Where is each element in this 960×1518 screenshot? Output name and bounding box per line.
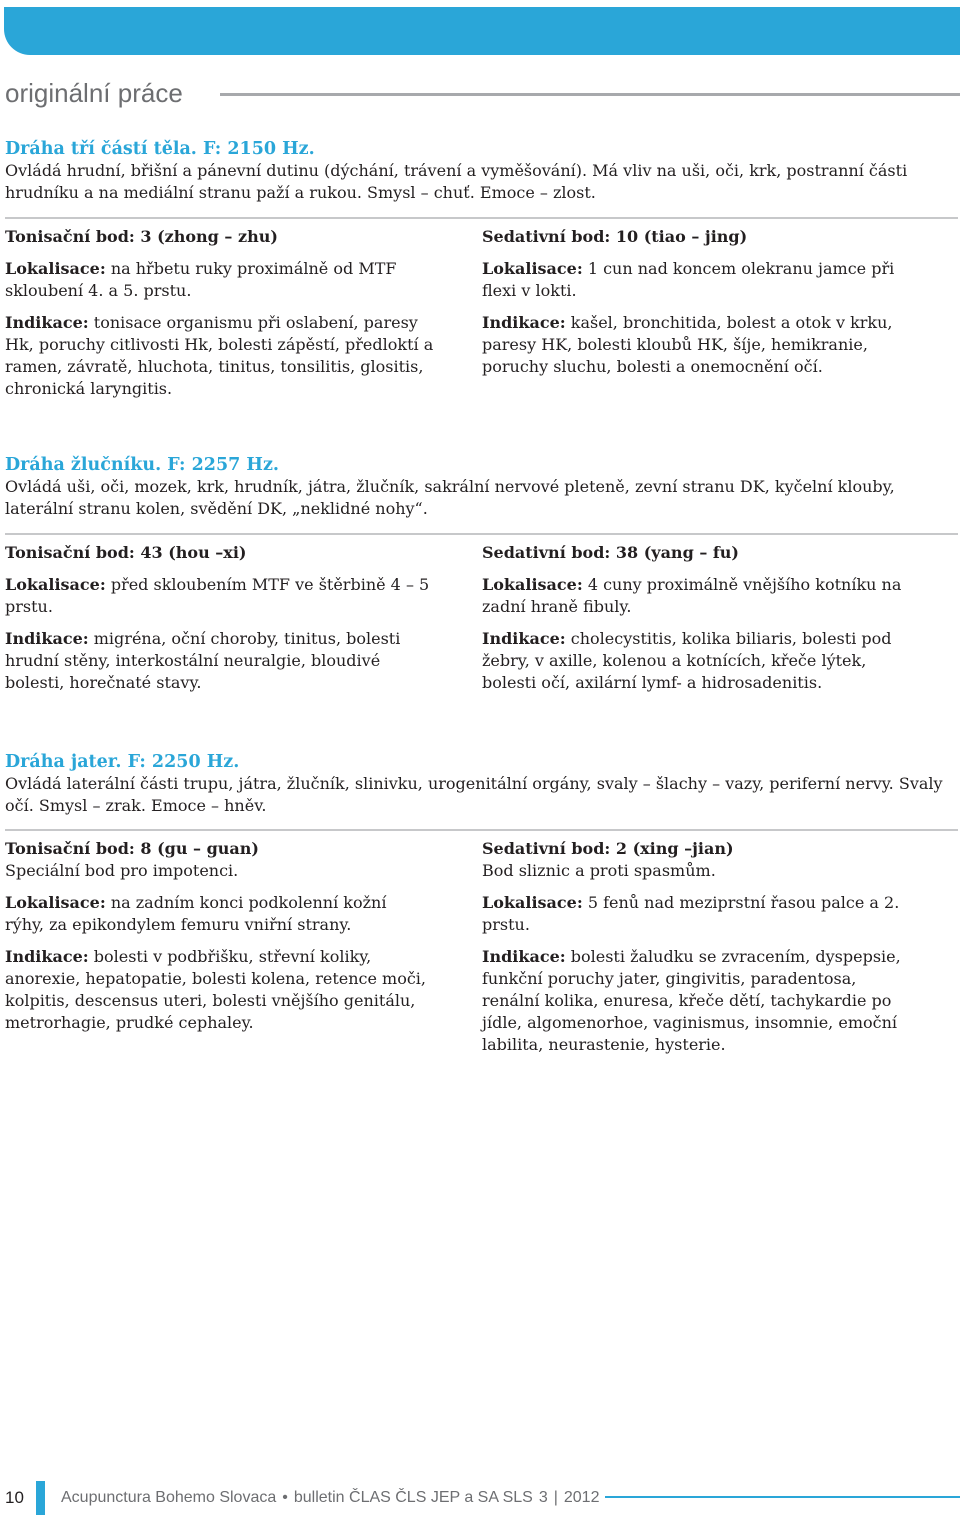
localization-text (5, 258, 435, 302)
journal-title (61, 1489, 605, 1507)
localization-label: Lokalisace: (5, 259, 106, 278)
section-header (5, 76, 960, 116)
indication-value: tonisace organismu při oslabení, paresy Hk, poruchy citlivosti Hk, bolesti zápěstí, předloktí a ramen, závratě, hluchota, tinitus, tonsilitis, glositis, chronická laryngitis. (5, 313, 434, 398)
indication-label: Indikace: (5, 947, 89, 966)
divider (5, 533, 958, 535)
sedation-heading: Sedativní bod: 10 (tiao – jing) (482, 227, 748, 246)
localization-label: Lokalisace: (482, 259, 583, 278)
issue-year: 2012 (563, 1489, 600, 1506)
indication-label: Indikace: (482, 947, 566, 966)
meridian-block-gallbladder (5, 454, 957, 520)
indication-text (482, 628, 907, 694)
sedation-point (482, 838, 907, 1066)
indication-text (482, 312, 902, 378)
tonification-point (5, 226, 435, 410)
localization-text (482, 574, 907, 618)
localization-label: Lokalisace: (482, 893, 583, 912)
indication-value: cholecystitis, kolika biliaris, bolesti pod žebry, v axille, kolenou a kotnících, křeče lýtek, bolesti očí, axilární lymf- a hidrosadenitis. (482, 629, 892, 692)
localization-value: 5 fenů nad meziprstní řasou palce a 2. prstu. (482, 893, 900, 934)
indication-value: bolesti v podbřišku, střevní koliky, anorexie, hepatopatie, bolesti kolena, retence moči, kolpitis, descensus uteri, bolesti vnějšího genitálu, metrorhagie, prudké cephaley. (5, 947, 426, 1032)
sedation-heading: Sedativní bod: 38 (yang – fu) (482, 543, 739, 562)
page-number: 10 (5, 1488, 24, 1507)
bullet-separator: • (282, 1489, 288, 1506)
footer-rule (605, 1496, 960, 1498)
indication-text (5, 312, 435, 400)
localization-value: 4 cuny proximálně vnějšího kotníku na zadní hraně fibuly. (482, 575, 902, 616)
tonification-heading: Tonisační bod: 43 (hou –xi) (5, 543, 247, 562)
sedation-point (482, 226, 902, 388)
sedation-heading: Sedativní bod: 2 (xing –jian) (482, 839, 734, 858)
bulletin-name: bulletin ČLAS ČLS JEP a SA SLS (293, 1489, 533, 1506)
meridian-block-liver (5, 751, 957, 817)
indication-value: migréna, oční choroby, tinitus, bolesti hrudní stěny, interkostální neuralgie, bloudivé bolesti, horečnaté stavy. (5, 629, 401, 692)
divider (5, 217, 958, 219)
sedation-point (482, 542, 907, 704)
journal-name: Acupunctura Bohemo Slovaca (61, 1489, 277, 1506)
meridian-description: Ovládá laterální části trupu, játra, žlučník, slinivku, urogenitální orgány, svaly – šlachy – vazy, periferní nervy. Svaly očí. Smysl – zrak. Emoce – hněv. (5, 774, 943, 815)
meridian-description: Ovládá hrudní, břišní a pánevní dutinu (dýchání, trávení a vyměšování). Má vliv na uši, oči, krk, postranní části hrudníku a na mediální stranu paží a rukou. Smysl – chuť. Emoce – zlost. (5, 161, 908, 202)
localization-text (5, 574, 435, 618)
top-color-band (4, 0, 960, 55)
localization-label: Lokalisace: (5, 893, 106, 912)
indication-label: Indikace: (482, 629, 566, 648)
section-rule (220, 93, 960, 96)
tonification-heading: Tonisační bod: 3 (zhong – zhu) (5, 227, 278, 246)
tonification-point (5, 542, 435, 704)
issue-number: 3 (538, 1489, 548, 1506)
localization-value: na zadním konci podkolenní kožní rýhy, za epikondylem femuru vniřní strany. (5, 893, 387, 934)
pipe-separator: | (553, 1489, 558, 1506)
meridian-title: Dráha jater. F: 2250 Hz. (5, 752, 240, 772)
meridian-block-triple-burner (5, 138, 957, 204)
section-label: originální práce (5, 76, 193, 110)
localization-value: na hřbetu ruky proximálně od MTF skloubení 4. a 5. prstu. (5, 259, 397, 300)
indication-value: kašel, bronchitida, bolest a otok v krku, paresy HK, bolesti kloubů HK, šíje, hemikranie, poruchy sluchu, bolesti a onemocnění očí. (482, 313, 893, 376)
tonification-heading: Tonisační bod: 8 (gu – guan) (5, 839, 259, 858)
localization-value: před skloubením MTF ve štěrbině 4 – 5 prstu. (5, 575, 430, 616)
localization-label: Lokalisace: (5, 575, 106, 594)
meridian-description: Ovládá uši, oči, mozek, krk, hrudník, játra, žlučník, sakrální nervové pleteně, zevní stranu DK, kyčelní klouby, laterální stranu kolen, svědění DK, „neklidné nohy“. (5, 477, 895, 518)
divider (5, 829, 958, 831)
footer-accent-bar (36, 1481, 45, 1515)
special-note: Speciální bod pro impotenci. (5, 861, 239, 880)
page-footer (0, 1478, 960, 1518)
special-note: Bod sliznic a proti spasmům. (482, 861, 716, 880)
localization-label: Lokalisace: (482, 575, 583, 594)
indication-label: Indikace: (5, 629, 89, 648)
indication-text (5, 628, 435, 694)
meridian-title: Dráha tří částí těla. F: 2150 Hz. (5, 139, 315, 159)
indication-text (482, 946, 907, 1056)
indication-value: bolesti žaludku se zvracením, dyspepsie, funkční poruchy jater, gingivitis, paradentosa, renální kolika, enuresa, křeče dětí, tachykardie po jídle, algomenorhoe, vaginismus, insomnie, emoční labilita, neurastenie, hysterie. (482, 947, 901, 1054)
localization-text (482, 258, 902, 302)
meridian-title: Dráha žlučníku. F: 2257 Hz. (5, 455, 279, 475)
indication-label: Indikace: (5, 313, 89, 332)
tonification-point (5, 838, 430, 1044)
localization-text (5, 892, 430, 936)
indication-label: Indikace: (482, 313, 566, 332)
localization-text (482, 892, 907, 936)
localization-value: 1 cun nad koncem olekranu jamce při flexi v lokti. (482, 259, 895, 300)
indication-text (5, 946, 430, 1034)
